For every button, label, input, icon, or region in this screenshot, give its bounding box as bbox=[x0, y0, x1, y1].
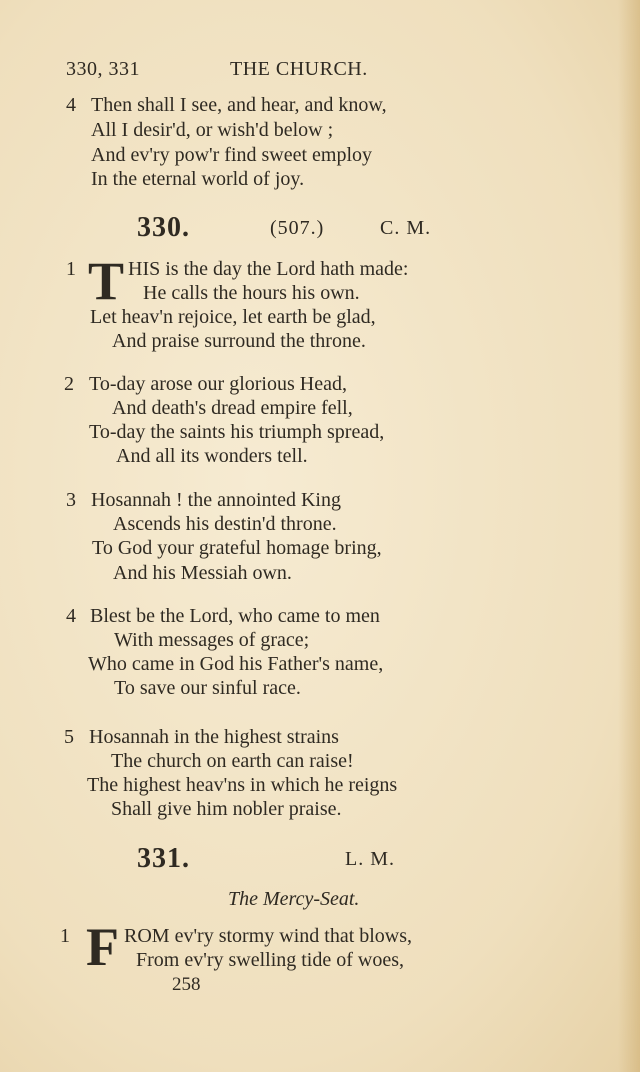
verse-line: The church on earth can raise! bbox=[111, 750, 354, 772]
verse-line: HIS is the day the Lord hath made: bbox=[128, 258, 409, 280]
verse-line: All I desir'd, or wish'd below ; bbox=[91, 119, 334, 141]
verse-line: Hosannah ! the annointed King bbox=[91, 489, 341, 511]
verse-line: ROM ev'ry stormy wind that blows, bbox=[124, 925, 413, 947]
verse-line: Blest be the Lord, who came to men bbox=[90, 605, 380, 627]
verse-line: And ev'ry pow'r find sweet employ bbox=[91, 144, 373, 166]
verse-line: And praise surround the throne. bbox=[112, 330, 366, 352]
verse-line: Then shall I see, and hear, and know, bbox=[91, 94, 387, 116]
verse-line: With messages of grace; bbox=[114, 629, 310, 651]
header-title: THE CHURCH. bbox=[230, 58, 368, 80]
verse-line: To God your grateful homage bring, bbox=[92, 537, 382, 559]
verse-number: 3 bbox=[66, 489, 76, 511]
verse-line: To-day arose our glorious Head, bbox=[89, 373, 347, 395]
hymn-meter: C. M. bbox=[380, 217, 432, 239]
page-number: 258 bbox=[172, 974, 201, 995]
hymn-number: 330. bbox=[137, 212, 190, 243]
hymn-meter: L. M. bbox=[345, 848, 395, 870]
verse-line: Who came in God his Father's name, bbox=[88, 653, 384, 675]
verse-number: 4 bbox=[66, 94, 76, 116]
verse-line: And death's dread empire fell, bbox=[112, 397, 353, 419]
verse-number: 2 bbox=[64, 373, 74, 395]
hymn-subtitle: The Mercy-Seat. bbox=[228, 888, 360, 910]
verse-line: Let heav'n rejoice, let earth be glad, bbox=[90, 306, 376, 328]
verse-line: Hosannah in the highest strains bbox=[89, 726, 339, 748]
hymn-tune-reference: (507.) bbox=[270, 217, 325, 239]
verse-line: Shall give him nobler praise. bbox=[111, 798, 342, 820]
drop-cap: T bbox=[88, 251, 125, 311]
verse-line: He calls the hours his own. bbox=[143, 282, 360, 304]
verse-line: And all its wonders tell. bbox=[116, 445, 308, 467]
verse-line: Ascends his destin'd throne. bbox=[113, 513, 337, 535]
verse-line: The highest heav'ns in which he reigns bbox=[87, 774, 398, 796]
verse-line: To-day the saints his triumph spread, bbox=[89, 421, 385, 443]
hymn-number: 331. bbox=[137, 843, 190, 874]
verse-number: 4 bbox=[66, 605, 76, 627]
verse-number: 1 bbox=[60, 925, 70, 947]
header-page-range: 330, 331 bbox=[66, 58, 140, 80]
verse-line: And his Messiah own. bbox=[113, 562, 292, 584]
verse-line: To save our sinful race. bbox=[114, 677, 301, 699]
drop-cap: F bbox=[86, 917, 119, 977]
verse-number: 1 bbox=[66, 258, 76, 280]
verse-line: From ev'ry swelling tide of woes, bbox=[136, 949, 405, 971]
verse-line: In the eternal world of joy. bbox=[91, 168, 305, 190]
verse-number: 5 bbox=[64, 726, 74, 748]
page-edge-shadow bbox=[618, 0, 640, 1072]
